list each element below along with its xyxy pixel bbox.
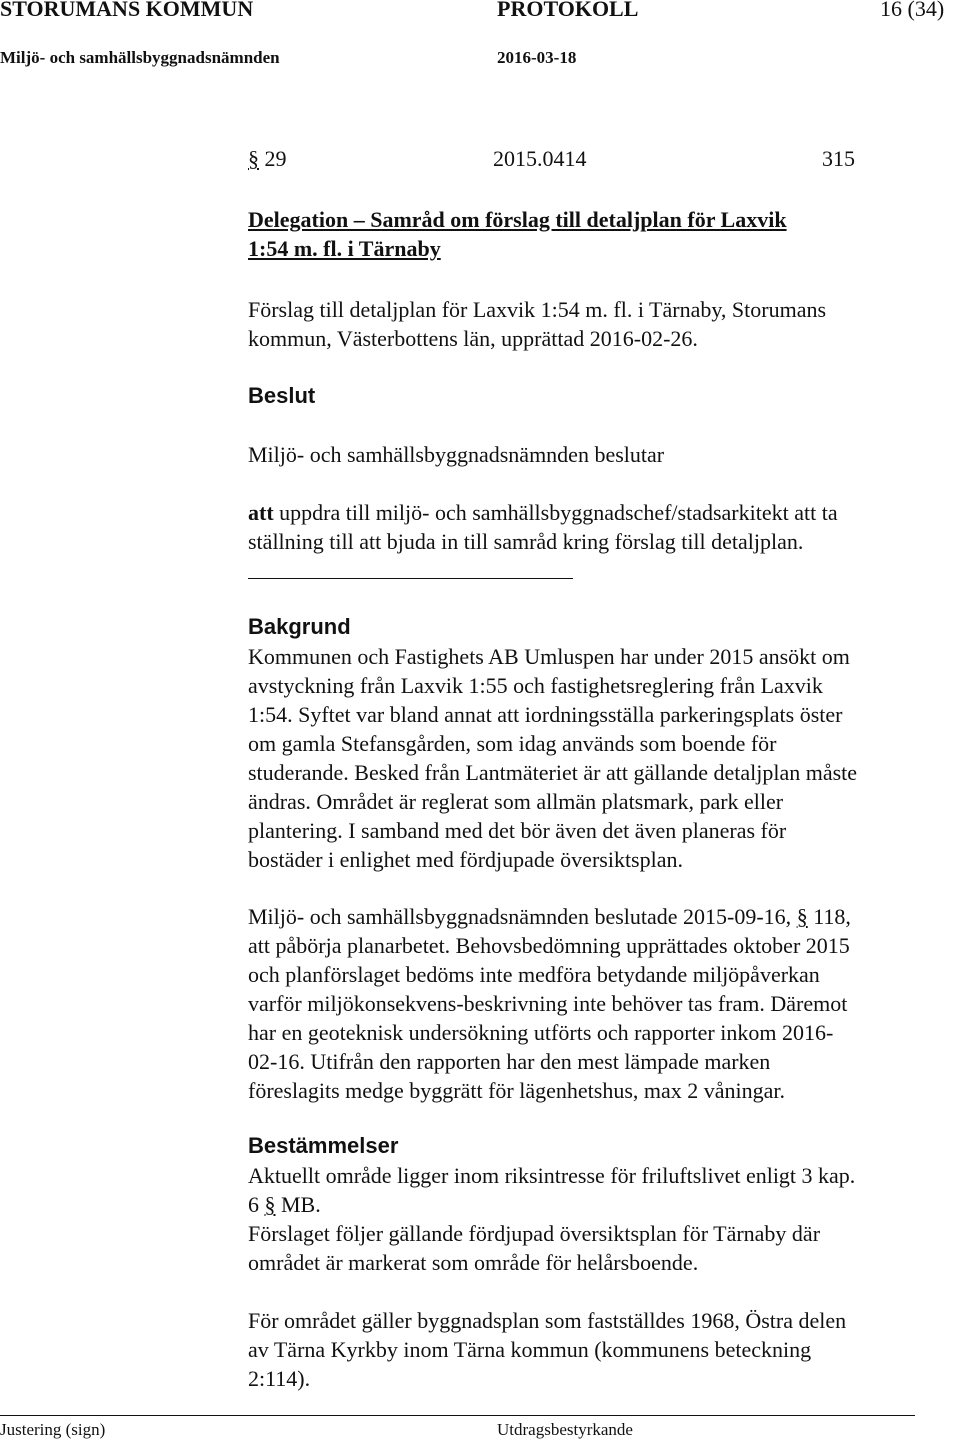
- bakgrund-paragraph-1: [248, 642, 857, 874]
- bestammelser-line: [248, 1190, 855, 1219]
- header-date: 2016-03-18: [497, 48, 577, 67]
- beslut-line1-rest: uppdra till miljö- och samhällsbyggnadschef/stadsarkitekt att ta: [273, 500, 838, 525]
- header-doc-type: PROTOKOLL: [497, 0, 639, 21]
- beslut-heading: Beslut: [248, 383, 316, 408]
- bestammelser-heading: Bestämmelser: [248, 1133, 399, 1158]
- case-number: 2015.0414: [493, 146, 587, 171]
- subtitle-line: Förslag till detaljplan för Laxvik 1:54 m. fl. i Tärnaby, Storumans: [248, 297, 827, 322]
- bakgrund-line: plantering. I samband med det bör även det även planeras för: [248, 818, 787, 843]
- footer-justering: Justering (sign): [0, 1420, 106, 1439]
- bakgrund-line: avstyckning från Laxvik 1:55 och fastighetsreglering från Laxvik: [248, 673, 823, 698]
- bakgrund-line: ändras. Området är reglerat som allmän platsmark, park eller: [248, 789, 784, 814]
- bestammelser-line: området är markerat som område för helårsboende.: [248, 1250, 699, 1275]
- bestammelser-line: Aktuellt område ligger inom riksintresse för friluftslivet enligt 3 kap.: [248, 1163, 856, 1188]
- bestammelser-line: Förslaget följer gällande fördjupad översiktsplan för Tärnaby där: [248, 1221, 821, 1246]
- bakgrund-p2-line: att påbörja planarbetet. Behovsbedömning upprättades oktober 2015: [248, 933, 850, 958]
- bakgrund-p2-line: varför miljökonsekvens-beskrivning inte behöver tas fram. Däremot: [248, 991, 848, 1016]
- header-org: STORUMANS KOMMUN: [0, 0, 254, 21]
- item-number: 29: [264, 146, 287, 171]
- beslut-text: [248, 498, 838, 556]
- bestammelser-line: 2:114).: [248, 1366, 311, 1391]
- beslut-intro-text: Miljö- och samhällsbyggnadsnämnden beslutar: [248, 442, 665, 467]
- bakgrund-p2-line: [248, 902, 851, 931]
- title-line: 1:54 m. fl. i Tärnaby: [248, 236, 441, 261]
- title-line: Delegation – Samråd om förslag till detaljplan för Laxvik: [248, 207, 787, 232]
- bakgrund-line: 1:54. Syftet var bland annat att iordningsställa parkeringsplats öster: [248, 702, 843, 727]
- bakgrund-p2-line: föreslagits medge byggrätt för lägenhetshus, max 2 våningar.: [248, 1078, 786, 1103]
- bakgrund-heading: Bakgrund: [248, 614, 351, 639]
- bakgrund-line: bostäder i enlighet med fördjupade översiktsplan.: [248, 847, 683, 872]
- att-word: att: [248, 500, 274, 525]
- item-number-line: [248, 146, 287, 172]
- bakgrund-line: om gamla Stefansgården, som idag används som boende för: [248, 731, 777, 756]
- bakgrund-line: Kommunen och Fastighets AB Umluspen har under 2015 ansökt om: [248, 644, 850, 669]
- bakgrund-p2-line: och planförslaget bedöms inte medföra betydande miljöpåverkan: [248, 962, 820, 987]
- bestammelser-line: av Tärna Kyrkby inom Tärna kommun (kommunens beteckning: [248, 1337, 812, 1362]
- bestammelser-paragraph-2: [248, 1306, 846, 1393]
- section-sign: §: [796, 904, 808, 929]
- footer-utdragsbestyrkande: Utdragsbestyrkande: [497, 1420, 633, 1439]
- beslut-line: [248, 498, 838, 527]
- bakgrund-p2-line: har en geoteknisk undersökning utförts och rapporter inkom 2016-: [248, 1020, 834, 1045]
- item-title: [248, 205, 787, 263]
- subtitle-line: kommun, Västerbottens län, upprättad 2016-02-26.: [248, 326, 698, 351]
- bakgrund-line: studerande. Besked från Lantmäteriet är att gällande detaljplan måste: [248, 760, 858, 785]
- chapter-number: 6: [248, 1192, 259, 1217]
- beslut-intro: [248, 440, 664, 469]
- item-subtitle: [248, 295, 826, 353]
- section-sign: §: [264, 1192, 276, 1217]
- header-committee: Miljö- och samhällsbyggnadsnämnden: [0, 48, 280, 67]
- footer-rule: [0, 1415, 915, 1416]
- bestammelser-line: För området gäller byggnadsplan som fastställdes 1968, Östra delen: [248, 1308, 847, 1333]
- bakgrund-paragraph-2: [248, 902, 851, 1105]
- section-sign: §: [248, 146, 259, 171]
- bestammelser-line2-rest: MB.: [275, 1192, 321, 1217]
- header-page: 16 (34): [880, 0, 945, 21]
- p2-prefix: Miljö- och samhällsbyggnadsnämnden beslutade 2015-09-16,: [248, 904, 797, 929]
- beslut-line: ställning till att bjuda in till samråd kring förslag till detaljplan.: [248, 529, 804, 554]
- item-ref: 315: [822, 146, 855, 171]
- p2-suffix: 118,: [807, 904, 851, 929]
- bestammelser-paragraph-1: [248, 1161, 855, 1277]
- bakgrund-p2-line: 02-16. Utifrån den rapporten har den mest lämpade marken: [248, 1049, 771, 1074]
- divider-rule: [248, 578, 573, 579]
